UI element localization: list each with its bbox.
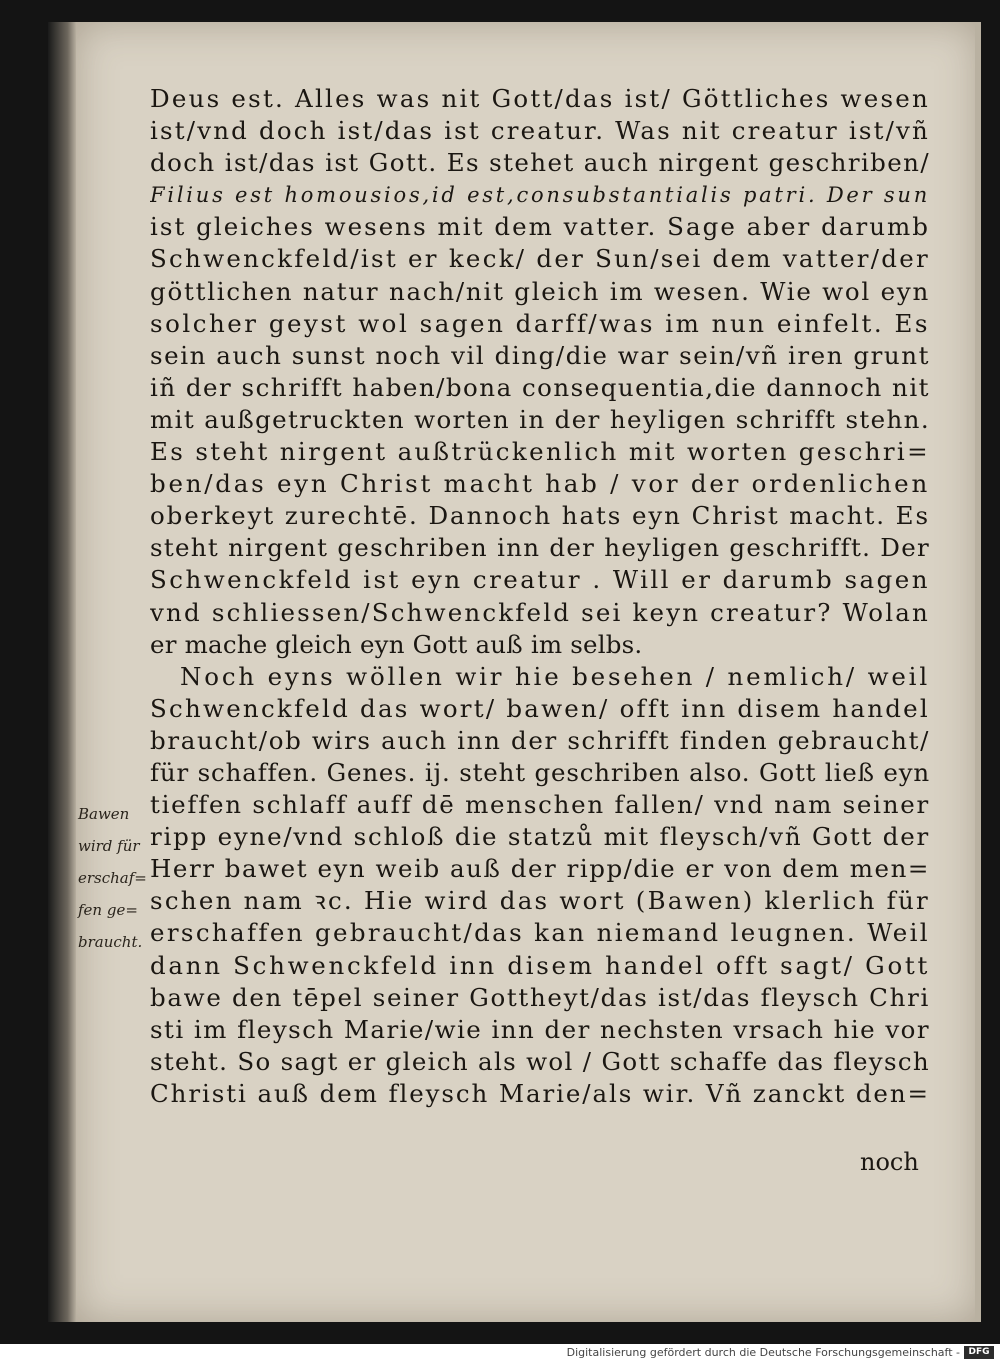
text-line: ripp eyne/vnd schloß die statzů mit fleysch/vñ Gott der [150, 822, 930, 852]
text-line: Schwenckfeld/ist er keck/ der Sun/sei dem vatter/der [150, 244, 930, 274]
book-spine [48, 22, 76, 1322]
text-line-latin: Filius est homousios,id est,consubstantialis patri. Der sun [150, 183, 930, 208]
text-line: iñ der schrifft haben/bona consequentia,die dannoch nit [150, 372, 930, 402]
text-line: ben/das eyn Christ macht hab / vor der ordenlichen [150, 469, 930, 499]
text-line: dann Schwenckfeld inn disem handel offt sagt/ Gott [150, 950, 930, 980]
text-line: Herr bawet eyn weib auß der ripp/die er von dem men= [150, 854, 930, 884]
text-line: ist gleiches wesens mit dem vatter. Sage aber darumb [150, 212, 930, 242]
text-line: solcher geyst wol sagen darff/was im nun einfelt. Es [150, 308, 930, 338]
margin-note-line: fen ge= [78, 901, 138, 919]
text-line: steht. So sagt er gleich als wol / Gott schaffe das fleysch [150, 1046, 930, 1076]
margin-note [78, 798, 148, 958]
text-line: ist/vnd doch ist/das ist creatur. Was nit creatur ist/vñ [150, 116, 930, 146]
text-line: vnd schliessen/Schwenckfeld sei keyn creatur? Wolan [150, 597, 930, 627]
margin-note-line: Bawen [78, 805, 130, 823]
text-line: braucht/ob wirs auch inn der schrifft finden gebraucht/ [150, 725, 930, 755]
margin-note-line: erschaf= [78, 869, 147, 887]
text-line: oberkeyt zurechtē. Dannoch hats eyn Christ macht. Es [150, 501, 930, 531]
text-line: sein auch sunst noch vil ding/die war sein/vñ iren grunt [150, 340, 930, 370]
text-line: schen nam ꝛc. Hie wird das wort (Bawen) klerlich für [150, 886, 930, 916]
text-line-paragraph-start: Noch eyns wöllen wir hie besehen / nemlich/ weil [180, 661, 930, 691]
text-line: Es steht nirgent außtrückenlich mit worten geschri= [150, 437, 930, 467]
text-line: göttlichen natur nach/nit gleich im wesen. Wie wol eyn [150, 276, 930, 306]
margin-note-line: wird für [78, 837, 140, 855]
text-line: Schwenckfeld ist eyn creatur . Will er darumb sagen [150, 565, 930, 595]
text-line: Schwenckfeld das wort/ bawen/ offt inn disem handel [150, 693, 930, 723]
text-line: tieffen schlaff auff dē menschen fallen/ vnd nam seiner [150, 790, 930, 820]
margin-note-line: braucht. [78, 933, 143, 951]
footer-bar [0, 1344, 1000, 1362]
text-line: erschaffen gebraucht/das kan niemand leugnen. Weil [150, 918, 930, 948]
text-line: steht nirgent geschriben inn der heyligen geschrifft. Der [150, 533, 930, 563]
text-line: sti im fleysch Marie/wie inn der nechsten vrsach hie vor [150, 1014, 930, 1044]
text-line: doch ist/das ist Gott. Es stehet auch nirgent geschriben/ [150, 148, 930, 178]
text-line: Christi auß dem fleysch Marie/als wir. Vñ zanckt den= [150, 1078, 930, 1108]
catchword: noch [860, 1148, 919, 1176]
text-line: mit außgetruckten worten in der heyligen schrifft stehn. [150, 404, 930, 434]
page-edge [975, 22, 981, 1322]
digitization-credit: Digitalisierung gefördert durch die Deutsche Forschungsgemeinschaft - [566, 1346, 960, 1359]
text-line: er mache gleich eyn Gott auß im selbs. [150, 629, 643, 659]
text-line: für schaffen. Genes. ij. steht geschriben also. Gott ließ eyn [150, 757, 930, 787]
text-line: Deus est. Alles was nit Gott/das ist/ Göttliches wesen [150, 84, 930, 113]
body-text [150, 83, 930, 1110]
text-line: bawe den tēpel seiner Gottheyt/das ist/das fleysch Chri [150, 982, 930, 1012]
dfg-logo: DFG [964, 1346, 994, 1359]
